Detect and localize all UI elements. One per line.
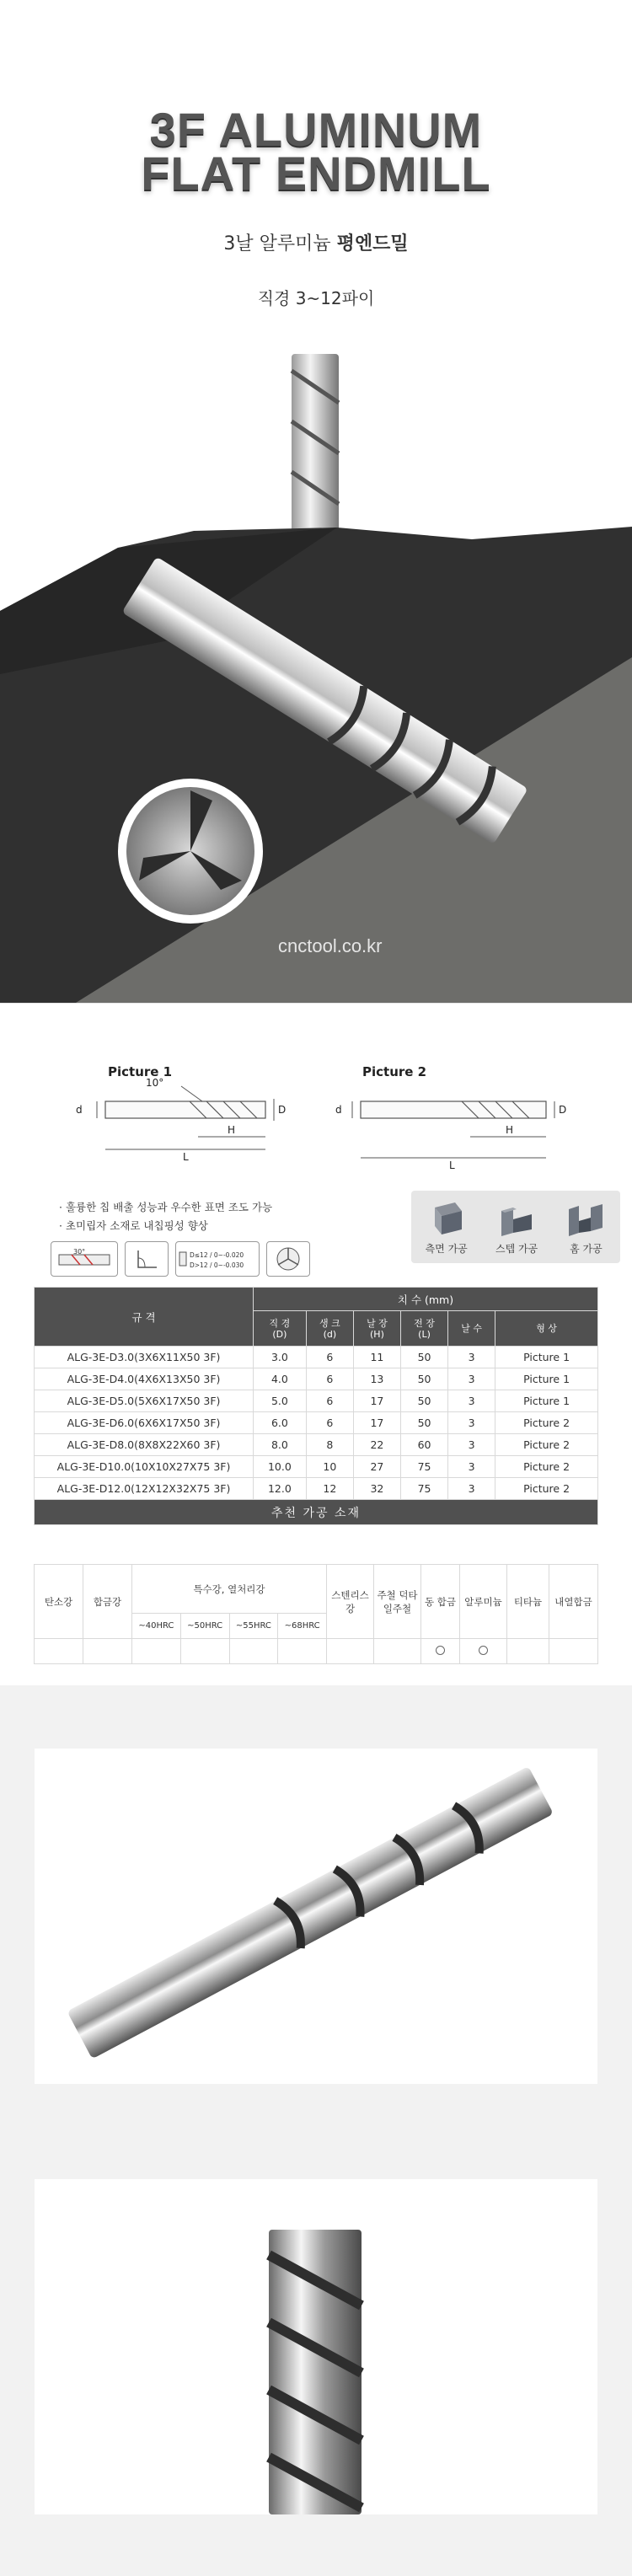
- hrc-68: ~68HRC: [278, 1614, 327, 1639]
- picture1-label: Picture 1: [108, 1064, 173, 1079]
- processing-groove-label: 홈 가공: [570, 1243, 603, 1255]
- dim-D-label: D: [278, 1104, 287, 1116]
- product-photo-2: [35, 2179, 597, 2514]
- table-row: ALG-3E-D10.0(10X10X27X75 3F) 10.0 10 27 75 3 Picture 2: [35, 1456, 598, 1478]
- size-range: 직경 3~12파이: [257, 288, 375, 308]
- hrc-40: ~40HRC: [132, 1614, 181, 1639]
- spec-table: [34, 1287, 598, 1525]
- hero-section: [0, 0, 632, 1003]
- hero-subtitle: [0, 229, 632, 255]
- website-link[interactable]: cnctool.co.kr: [278, 935, 383, 956]
- mat-titanium: 티타늄: [507, 1565, 549, 1639]
- copper-recommended-icon: [436, 1646, 445, 1655]
- table-row: ALG-3E-D3.0(3X6X11X50 3F) 3.0 6 11 50 3 Picture 1: [35, 1347, 598, 1368]
- groove-machining-icon: [565, 1199, 606, 1236]
- spec-header: 규 격: [35, 1288, 254, 1347]
- picture1-diagram: [63, 1078, 299, 1162]
- col-D-header: 직 경 (D): [254, 1311, 307, 1347]
- recommend-row: [35, 1639, 598, 1664]
- product-photo-1: [35, 1749, 597, 2084]
- dim-L-label: L: [183, 1151, 189, 1162]
- table-row: ALG-3E-D6.0(6X6X17X50 3F) 6.0 6 17 50 3 Picture 2: [35, 1412, 598, 1434]
- endmill-angled-image: [67, 1766, 553, 2059]
- tolerance-line1: D≤12 / 0~-0.020: [190, 1251, 244, 1259]
- three-flute-icon: [266, 1241, 310, 1277]
- processing-types: [411, 1191, 620, 1263]
- hrc-50: ~50HRC: [180, 1614, 229, 1639]
- corner-icon: [125, 1241, 169, 1277]
- processing-step: [495, 1199, 538, 1256]
- material-table: [34, 1564, 598, 1664]
- step-machining-icon: [496, 1199, 537, 1236]
- photos-section: [0, 1685, 632, 2576]
- processing-side: [426, 1199, 468, 1256]
- helix-angle-label: 30°: [73, 1248, 86, 1256]
- mat-aluminum: 알루미늄: [460, 1565, 507, 1639]
- col-flutes-header: 날 수: [448, 1311, 495, 1347]
- mat-heat-resistant: 내열합금: [549, 1565, 598, 1639]
- mat-special-steel: 특수강, 열처리강: [132, 1565, 327, 1614]
- col-shape-header: 형 상: [495, 1311, 598, 1347]
- helix-angle-icon: [51, 1241, 118, 1277]
- table-row: ALG-3E-D8.0(8X8X22X60 3F) 8.0 8 22 60 3 Picture 2: [35, 1434, 598, 1456]
- picture2-label: Picture 2: [362, 1064, 427, 1079]
- table-row: ALG-3E-D5.0(5X6X17X50 3F) 5.0 6 17 50 3 Picture 1: [35, 1390, 598, 1412]
- col-H-header: 날 장 (H): [353, 1311, 400, 1347]
- dim2-d-label: d: [335, 1104, 342, 1116]
- mat-carbon-steel: 탄소강: [35, 1565, 83, 1639]
- dim-d-label: d: [76, 1104, 83, 1116]
- spec-section: [0, 1003, 632, 1685]
- tolerance-line2: D>12 / 0~-0.030: [190, 1261, 244, 1269]
- angle-label: 10°: [146, 1078, 164, 1089]
- mat-cast-iron: 주철 덕타일주철: [374, 1565, 421, 1639]
- feature-icons-row: [51, 1241, 310, 1277]
- dim2-H-label: H: [506, 1124, 514, 1136]
- processing-side-label: 측면 가공: [425, 1243, 468, 1255]
- hero-title-line2: FLAT ENDMILL: [141, 147, 491, 200]
- hero-title-line1: 3F ALUMINUM: [149, 103, 483, 156]
- side-machining-icon: [426, 1199, 467, 1236]
- col-L-header: 전 장 (L): [400, 1311, 447, 1347]
- dim2-D-label: D: [559, 1104, 567, 1116]
- mat-copper: 동 합금: [421, 1565, 460, 1639]
- table-row: ALG-3E-D12.0(12X12X32X75 3F) 12.0 12 32 75 3 Picture 2: [35, 1478, 598, 1500]
- processing-step-label: 스텝 가공: [495, 1243, 538, 1255]
- hero-title: [0, 103, 632, 200]
- aluminum-recommended-icon: [479, 1646, 488, 1655]
- dim2-L-label: L: [449, 1159, 455, 1170]
- recommend-title: 추천 가공 소재: [35, 1500, 598, 1525]
- dim-header: 치 수 (mm): [254, 1288, 598, 1311]
- picture2-diagram: [319, 1086, 571, 1170]
- endmill-vertical-image: [269, 2230, 362, 2514]
- mat-alloy-steel: 합금강: [83, 1565, 132, 1639]
- hero-subtitle-bold: 평엔드밀: [336, 233, 409, 254]
- mat-stainless: 스텐리스강: [327, 1565, 374, 1639]
- hero-subtitle-normal: 3날 알루미늄: [223, 233, 337, 254]
- col-d-header: 생 크 (d): [306, 1311, 353, 1347]
- table-row: ALG-3E-D4.0(4X6X13X50 3F) 4.0 6 13 50 3 Picture 1: [35, 1368, 598, 1390]
- dim-H-label: H: [228, 1124, 236, 1136]
- feature-1: · 훌륭한 칩 배출 성능과 우수한 표면 조도 가능: [59, 1201, 273, 1213]
- feature-2: · 초미립자 소재로 내칩핑성 향상: [59, 1219, 208, 1232]
- hrc-55: ~55HRC: [229, 1614, 278, 1639]
- processing-groove: [565, 1199, 606, 1256]
- tolerance-icon: [175, 1241, 260, 1277]
